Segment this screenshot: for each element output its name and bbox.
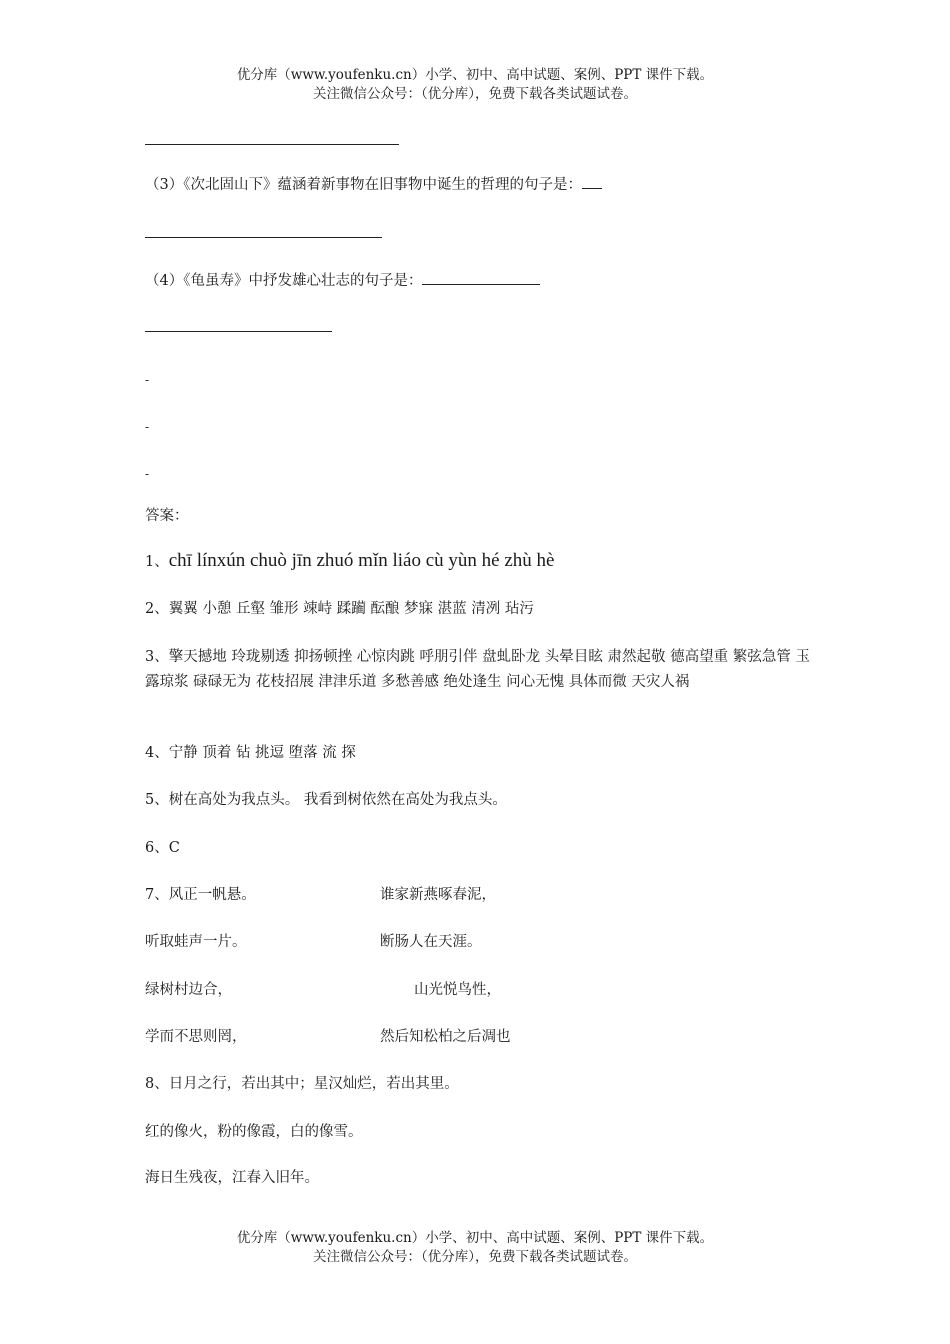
answer-7-right: 山光悦鸟性， — [414, 982, 501, 998]
dash-separator: - — [145, 373, 150, 387]
question-4-text: （4）《龟虽寿》中抒发雄心壮志的句子是： — [145, 273, 423, 289]
header-line-2: 关注微信公众号：（优分库），免费下载各类试题试卷。 — [313, 86, 637, 102]
answer-8-line: 海日生残夜，江春入旧年。 — [145, 1170, 319, 1186]
answer-7-right: 谁家新燕啄春泥， — [380, 887, 496, 903]
answer-7-right: 断肠人在天涯。 — [380, 934, 482, 950]
answer-8-line: 8、日月之行，若出其中；星汉灿烂，若出其里。 — [145, 1076, 459, 1092]
answer-2: 2、翼翼 小憩 丘壑 雏形 竦峙 蹂躏 酝酿 梦寐 湛蓝 清冽 玷污 — [145, 601, 534, 617]
page-header — [0, 66, 950, 104]
answer-5: 5、树在高处为我点头。 我看到树依然在高处为我点头。 — [145, 792, 507, 808]
page-footer — [0, 1229, 950, 1267]
answer-4: 4、宁静 顶着 钻 挑逗 堕落 流 探 — [145, 745, 356, 761]
question-3 — [145, 174, 602, 195]
answer-3: 3、擎天撼地 玲珑剔透 抑扬顿挫 心惊肉跳 呼朋引伴 盘虬卧龙 头晕目眩 肃然起敬 德高望重 繁弦急管 玉露琼浆 碌碌无为 花枝招展 津津乐道 多愁善感 绝处逢生 问心无愧 具体而微 天灾人祸 — [145, 649, 810, 690]
question-4-answer-line — [145, 331, 332, 332]
footer-line-1: 优分库（www.youfenku.cn）小学、初中、高中试题、案例、PPT 课件下载。 — [236, 1230, 714, 1246]
question-3-text: （3）《次北固山下》蕴涵着新事物在旧事物中诞生的哲理的句子是： — [145, 177, 582, 193]
answer-7-left: 听取蛙声一片。 — [145, 934, 247, 950]
answer-1 — [145, 550, 554, 572]
header-line-1: 优分库（www.youfenku.cn）小学、初中、高中试题、案例、PPT 课件下载。 — [236, 67, 714, 83]
question-3-blank — [582, 174, 602, 189]
answer-6: 6、C — [145, 840, 180, 856]
answer-blank-line — [145, 144, 399, 145]
answers-heading: 答案： — [145, 508, 189, 524]
answer-1-pinyin: chī línxún chuò jīn zhuó mǐn liáo cù yùn hé zhù hè — [168, 550, 555, 571]
answer-7-left: 学而不思则罔， — [145, 1029, 247, 1045]
answer-7-right: 然后知松柏之后凋也 — [380, 1029, 511, 1045]
answer-7-left: 7、风正一帆悬。 — [145, 887, 256, 903]
question-4-blank — [422, 270, 540, 285]
question-3-answer-line — [145, 237, 382, 238]
answer-7-left: 绿树村边合， — [145, 982, 232, 998]
answer-1-number: 1、 — [145, 554, 169, 570]
dash-separator: - — [145, 420, 150, 434]
answer-8-line: 红的像火，粉的像霞，白的像雪。 — [145, 1124, 363, 1140]
question-4 — [145, 270, 540, 291]
dash-separator: - — [145, 467, 150, 481]
footer-line-2: 关注微信公众号：（优分库），免费下载各类试题试卷。 — [313, 1249, 637, 1265]
